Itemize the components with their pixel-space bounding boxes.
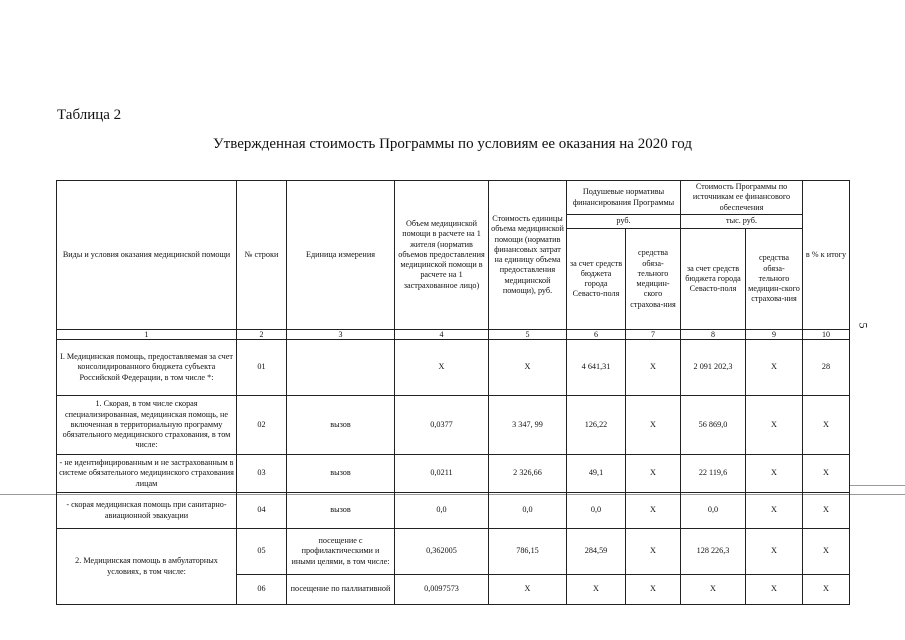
cell-no: 05 (237, 529, 287, 575)
column-number: 2 (237, 330, 287, 340)
cell-percent: Х (803, 575, 850, 605)
cell-percent: Х (803, 493, 850, 529)
cell-pc-budget: 0,0 (567, 493, 626, 529)
cell-volume: 0,0377 (395, 396, 489, 455)
cell-pc-oms: Х (626, 340, 681, 396)
table-row (57, 529, 850, 575)
cell-total-oms: Х (746, 529, 803, 575)
cell-kind: I. Медицинская помощь, предоставляемая за счет консолидированного бюджета субъекта Российской Федерации, в том числе *: (57, 340, 237, 396)
header-unit: Единица измерения (287, 181, 395, 330)
cell-cost: 3 347, 99 (489, 396, 567, 455)
cell-total-oms: Х (746, 493, 803, 529)
cell-percent: Х (803, 455, 850, 493)
table-row (57, 455, 850, 493)
header-percent: в % к итогу (803, 181, 850, 330)
cell-unit: посещение с профилактическими и иными целями, в том числе: (287, 529, 395, 575)
cell-cost: Х (489, 340, 567, 396)
cell-volume: Х (395, 340, 489, 396)
scan-artifact-line (850, 485, 905, 486)
cell-cost: 0,0 (489, 493, 567, 529)
column-number-row (57, 330, 850, 340)
cell-total-oms: Х (746, 575, 803, 605)
cell-total-budget: 0,0 (681, 493, 746, 529)
cell-no: 01 (237, 340, 287, 396)
cell-no: 06 (237, 575, 287, 605)
table-row (57, 396, 850, 455)
cell-cost: Х (489, 575, 567, 605)
cell-no: 04 (237, 493, 287, 529)
cell-pc-budget: 4 641,31 (567, 340, 626, 396)
cell-volume: 0,0211 (395, 455, 489, 493)
column-number: 7 (626, 330, 681, 340)
cell-unit (287, 340, 395, 396)
header-per-capita-unit: руб. (567, 215, 681, 229)
cell-unit: вызов (287, 396, 395, 455)
header-cost-unit: тыс. руб. (681, 215, 803, 229)
header-unit-cost: Стоимость единицы объема медицинской помощи (норматив финансовых затрат на единицу объема предоставления медицинской помощи), руб. (489, 181, 567, 330)
cell-no: 02 (237, 396, 287, 455)
cell-total-oms: Х (746, 455, 803, 493)
column-number: 10 (803, 330, 850, 340)
column-number: 4 (395, 330, 489, 340)
page-title: Утвержденная стоимость Программы по условиям ее оказания на 2020 год (213, 136, 692, 152)
cell-total-budget: 22 119,6 (681, 455, 746, 493)
program-cost-table (56, 180, 850, 605)
cell-percent: Х (803, 396, 850, 455)
header-budget: за счет средств бюджета города Севасто-поля (681, 229, 746, 330)
table-caption: Таблица 2 (57, 107, 122, 123)
cell-volume: 0,0097573 (395, 575, 489, 605)
cell-kind: - не идентифицированным и не застрахованным в системе обязательного медицинского страхования лицам (57, 455, 237, 493)
cell-kind: - скорая медицинская помощь при санитарно-авиационной эвакуации (57, 493, 237, 529)
cell-total-oms: Х (746, 396, 803, 455)
cell-unit: вызов (287, 455, 395, 493)
cell-percent: 28 (803, 340, 850, 396)
header-oms: средства обяза-тельного медицин-ского страхова-ния (746, 229, 803, 330)
cell-pc-budget: Х (567, 575, 626, 605)
cell-kind: 2. Медицинская помощь в амбулаторных условиях, в том числе: (57, 529, 237, 605)
cell-unit: вызов (287, 493, 395, 529)
cell-total-budget: Х (681, 575, 746, 605)
cell-kind: 1. Скорая, в том числе скорая специализированная, медицинская помощь, не включенная в территориальную программу обязательного медицинского страхования, в том числе: (57, 396, 237, 455)
cell-pc-budget: 284,59 (567, 529, 626, 575)
cell-pc-budget: 49,1 (567, 455, 626, 493)
column-number: 8 (681, 330, 746, 340)
cell-unit: посещение по паллиативной (287, 575, 395, 605)
column-number: 3 (287, 330, 395, 340)
header-kinds: Виды и условия оказания медицинской помощи (57, 181, 237, 330)
column-number: 9 (746, 330, 803, 340)
column-number: 5 (489, 330, 567, 340)
cell-total-oms: Х (746, 340, 803, 396)
cell-total-budget: 128 226,3 (681, 529, 746, 575)
table-row (57, 340, 850, 396)
header-row-no: № строки (237, 181, 287, 330)
header-budget: за счет средств бюджета города Севасто-поля (567, 229, 626, 330)
cell-cost: 786,15 (489, 529, 567, 575)
cell-pc-oms: Х (626, 575, 681, 605)
page-number: 5 (856, 322, 871, 329)
cell-volume: 0,362005 (395, 529, 489, 575)
cell-pc-oms: Х (626, 493, 681, 529)
header-row (57, 181, 850, 215)
cell-pc-oms: Х (626, 529, 681, 575)
cell-volume: 0,0 (395, 493, 489, 529)
header-per-capita: Подушевые нормативы финансирования Программы (567, 181, 681, 215)
cell-cost: 2 326,66 (489, 455, 567, 493)
column-number: 1 (57, 330, 237, 340)
column-number: 6 (567, 330, 626, 340)
cell-pc-budget: 126,22 (567, 396, 626, 455)
cell-percent: Х (803, 529, 850, 575)
cell-total-budget: 2 091 202,3 (681, 340, 746, 396)
header-oms: средства обяза-тельного медицин-ского страхова-ния (626, 229, 681, 330)
cell-no: 03 (237, 455, 287, 493)
table-row (57, 493, 850, 529)
cell-pc-oms: Х (626, 455, 681, 493)
header-cost-by-source: Стоимость Программы по источникам ее финансового обеспечения (681, 181, 803, 215)
header-volume: Объем медицинской помощи в расчете на 1 жителя (норматив объемов предоставления медицинской помощи в расчете на 1 застрахованное лицо) (395, 181, 489, 330)
cell-total-budget: 56 869,0 (681, 396, 746, 455)
cell-pc-oms: Х (626, 396, 681, 455)
